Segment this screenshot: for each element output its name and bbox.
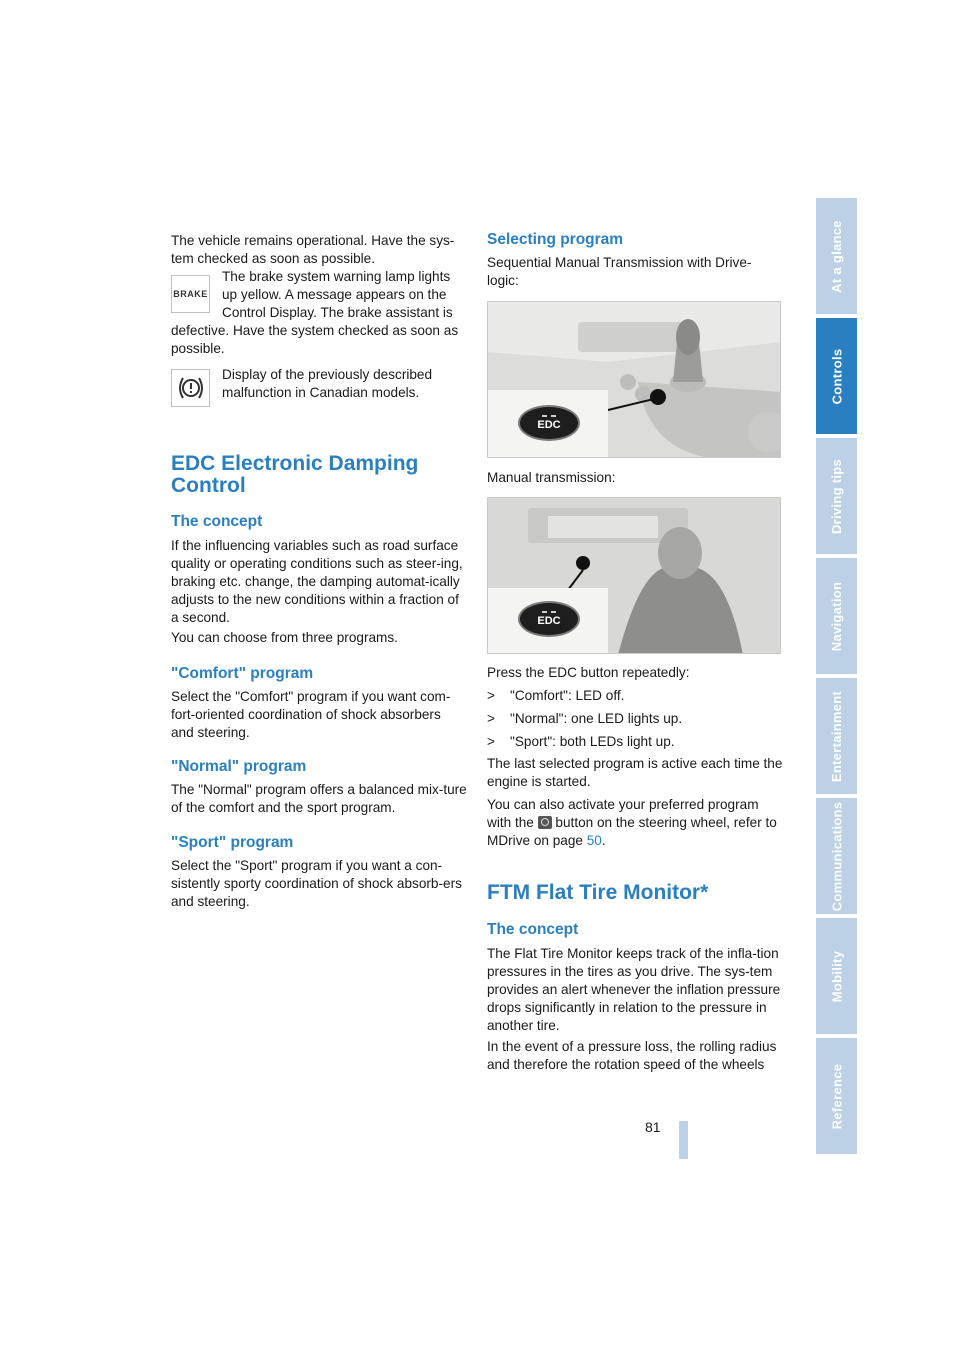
page-50-link[interactable]: 50 (586, 833, 602, 848)
intro-paragraph: The vehicle remains operational. Have the sys-tem checked as soon as possible. (171, 233, 455, 266)
edc-button-illustration-manual (518, 601, 580, 637)
tab-mobility[interactable] (816, 918, 857, 1034)
brake-warning-icon (171, 275, 210, 313)
tab-label: Communications (829, 801, 844, 911)
bullet-marker: > (487, 688, 495, 703)
list-item (487, 687, 783, 705)
edc-badge-label: EDC (537, 419, 561, 431)
canadian-warning-icon (171, 369, 210, 407)
manual-console-photo (487, 497, 781, 654)
tab-at-a-glance[interactable] (816, 198, 857, 314)
tab-label: Driving tips (829, 458, 845, 534)
ftm-paragraph: The Flat Tire Monitor keeps track of the infla-tion pressures in the tires as you drive. The sys-tem provides an alert whenever the inflation pressure drops significantly in relation to the pressure in another tire. (487, 946, 781, 1033)
list-item (487, 710, 783, 728)
ftm-paragraph-2: In the event of a pressure loss, the rolling radius and therefore the rotation speed of the wheels (487, 1039, 777, 1072)
sport-paragraph: Select the "Sport" program if you want a con-sistently sporty coordination of shock absorb-ers and steering. (171, 858, 462, 909)
tab-driving-tips[interactable] (816, 438, 857, 554)
tab-navigation[interactable] (816, 558, 857, 674)
canadian-paragraph: Display of the previously described malfunction in Canadian models. (222, 367, 433, 400)
selecting-heading: Selecting program (487, 231, 624, 248)
tab-label: Navigation (829, 581, 844, 651)
press-paragraph: Press the EDC button repeatedly: (487, 665, 690, 680)
edc-heading-line1: EDC Electronic Damping (171, 452, 419, 475)
page-marker-bar (679, 1121, 688, 1159)
edc-heading-line2: Control (171, 474, 246, 497)
bullet-text: "Sport": both LEDs light up. (510, 734, 675, 749)
smt-paragraph: Sequential Manual Transmission with Drive-logic: (487, 255, 752, 288)
manual-paragraph: Manual transmission: (487, 470, 616, 485)
tab-communications[interactable] (816, 798, 857, 914)
list-item (487, 733, 783, 751)
brake-icon-label: BRAKE (173, 289, 208, 299)
comfort-heading: "Comfort" program (171, 665, 314, 682)
edc-button-illustration (518, 405, 580, 441)
sport-heading: "Sport" program (171, 834, 294, 851)
choose-paragraph: You can choose from three programs. (171, 630, 398, 645)
brake-paragraph: The brake system warning lamp lights up yellow. A message appears on the Control Display. The brake assistant is (222, 269, 453, 320)
tab-label: Reference (829, 1063, 845, 1129)
bullet-marker: > (487, 734, 495, 749)
mdrive-text-b: button on the steering wheel, refer to MDrive on page (487, 815, 777, 848)
tab-label: Entertainment (829, 690, 844, 782)
bullet-marker: > (487, 711, 495, 726)
concept-heading: The concept (171, 513, 263, 530)
mdrive-button-icon (538, 816, 552, 829)
mdrive-text-a: You can also activate your preferred program with the (487, 797, 759, 830)
tab-reference[interactable] (816, 1038, 857, 1154)
normal-paragraph: The "Normal" program offers a balanced mix-ture of the comfort and the sport program. (171, 782, 467, 815)
edc-badge-label-manual: EDC (537, 615, 561, 627)
tab-label: Mobility (829, 950, 845, 1002)
brake-paragraph-cont: defective. Have the system checked as soon as possible. (171, 323, 459, 356)
page-number: 81 (645, 1119, 661, 1135)
mdrive-paragraph (487, 796, 783, 850)
mdrive-text-end: . (601, 833, 606, 848)
edc-heading (171, 453, 418, 497)
smt-console-photo (487, 301, 781, 458)
bullet-text: "Comfort": LED off. (510, 688, 625, 703)
ftm-heading: FTM Flat Tire Monitor* (487, 881, 709, 904)
tab-label: Controls (829, 348, 844, 404)
comfort-paragraph: Select the "Comfort" program if you want com-fort-oriented coordination of shock absorbers and steering. (171, 689, 451, 740)
tab-label: At a glance (829, 219, 844, 293)
tab-entertainment[interactable] (816, 678, 857, 794)
bullet-text: "Normal": one LED lights up. (510, 711, 683, 726)
concept-paragraph: If the influencing variables such as road surface quality or operating conditions such as steer-ing, braking etc. change, the damping automat-ically adjusts to the new conditions within a fraction of a second. (171, 538, 463, 625)
tab-controls[interactable] (816, 318, 857, 434)
normal-heading: "Normal" program (171, 758, 307, 775)
ftm-concept-heading: The concept (487, 921, 579, 938)
last-selected-paragraph: The last selected program is active each time the engine is started. (487, 756, 783, 789)
